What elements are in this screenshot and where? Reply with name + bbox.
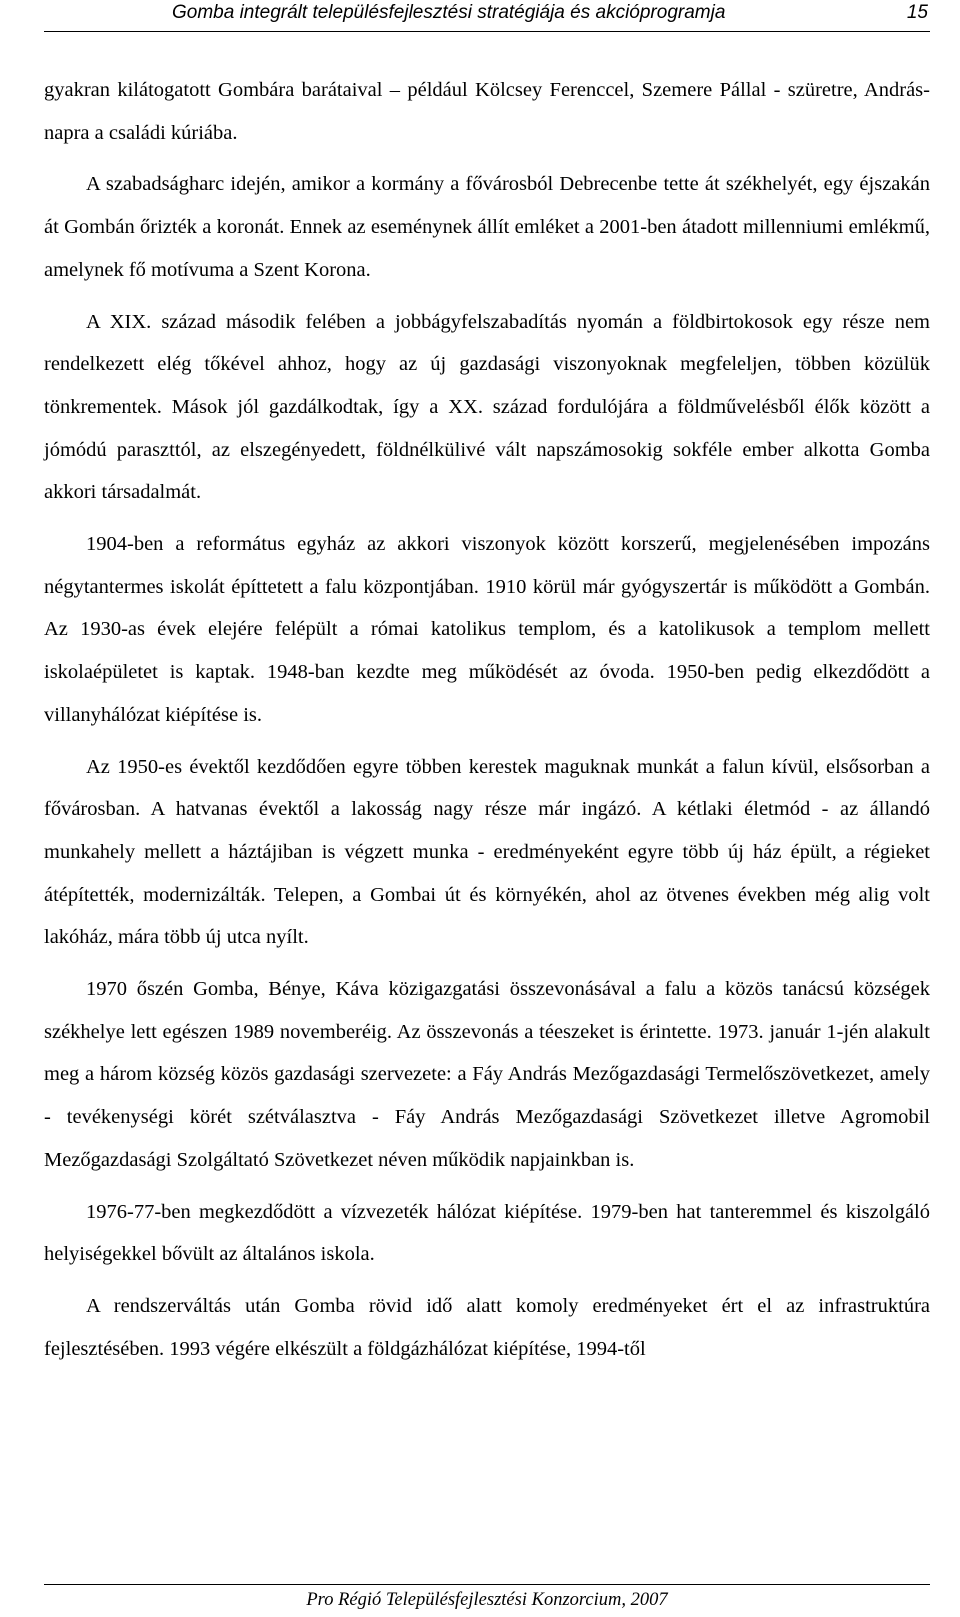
paragraph-1950-es-evek: Az 1950-es évektől kezdődően egyre többen kerestek maguknak munkát a falun kívül, elsősorban a fővárosban. A hatvanas évektől a lakosság nagy része már ingázó. A kétlaki életmód - az állandó munkahely mellett a háztájiban is végzett munka - eredményeként egyre több új ház épült, a régieket átépítették, modernizálták. Telepen, a Gombai út és környékén, ahol az ötvenes években még alig volt lakóház, mára több új utca nyílt. [44,755,930,949]
paragraph-rendszervaltas: A rendszerváltás után Gomba rövid idő alatt komoly eredményeket ért el az infrastruktúra fejlesztésében. 1993 végére elkészült a földgázhálózat kiépítése, 1994-től [44,1294,930,1360]
paragraph-continuation: gyakran kilátogatott Gombára barátaival – például Kölcsey Ferenccel, Szemere Pállal - szüretre, András-napra a családi kúriába. [44,79,930,144]
paragraph-xix-szazad: A XIX. század második felében a jobbágyfelszabadítás nyomán a földbirtokosok egy része nem rendelkezett elég tőkével ahhoz, hogy az új gazdasági viszonyoknak megfeleljen, többen közülük tönkrementek. Mások jól gazdálkodtak, így a XX. század fordulójára a földművelésből élők között a jómódú paraszttól, az elszegényedett, földnélkülivé vált napszámosokig sokféle ember alkotta Gomba akkori társadalmát. [44,310,930,504]
paragraph-1976-77: 1976-77-ben megkezdődött a vízvezeték hálózat kiépítése. 1979-ben hat tanteremmel és kiszolgáló helyiségekkel bővült az általános iskola. [44,1200,930,1266]
footer-text: Pro Régió Településfejlesztési Konzorcium, 2007 [306,1590,668,1610]
page-footer [44,1584,930,1613]
page-header [44,0,930,32]
paragraph-1970: 1970 őszén Gomba, Bénye, Káva közigazgatási összevonásával a falu a közös tanácsú községek székhelye lett egészen 1989 novemberéig. Az összevonás a téeszeket is érintette. 1973. január 1-jén alakult meg a három község közös gazdasági szervezete: a Fáy András Mezőgazdasági Termelőszövetkezet, amely - tevékenységi körét szétválasztva - Fáy András Mezőgazdasági Szövetkezet illetve Agromobil Mezőgazdasági Szolgáltató Szövetkezet néven működik napjainkban is. [44,978,930,1171]
paragraph-szabadsagharc: A szabadságharc idején, amikor a kormány a fővárosból Debrecenbe tette át székhelyét, egy éjszakán át Gombán őrizték a koronát. Ennek az eseménynek állít emléket a 2001-ben átadott millenniumi emlékmű, amelynek fő motívuma a Szent Korona. [44,173,930,281]
paragraph-1904: 1904-ben a református egyház az akkori viszonyok között korszerű, megjelenésében impozáns négytantermes iskolát építtetett a falu központjában. 1910 körül már gyógyszertár is működött a Gombán. Az 1930-as évek elejére felépült a római katolikus templom, és a katolikusok a templom mellett iskolaépületet is kaptak. 1948-ban kezdte meg működését az óvoda. 1950-ben pedig elkezdődött a villanyhálózat kiépítése is. [44,533,930,726]
document-body [44,69,930,1370]
page-number: 15 [906,2,928,23]
document-title: Gomba integrált településfejlesztési stratégiája és akcióprogramja [172,2,726,23]
